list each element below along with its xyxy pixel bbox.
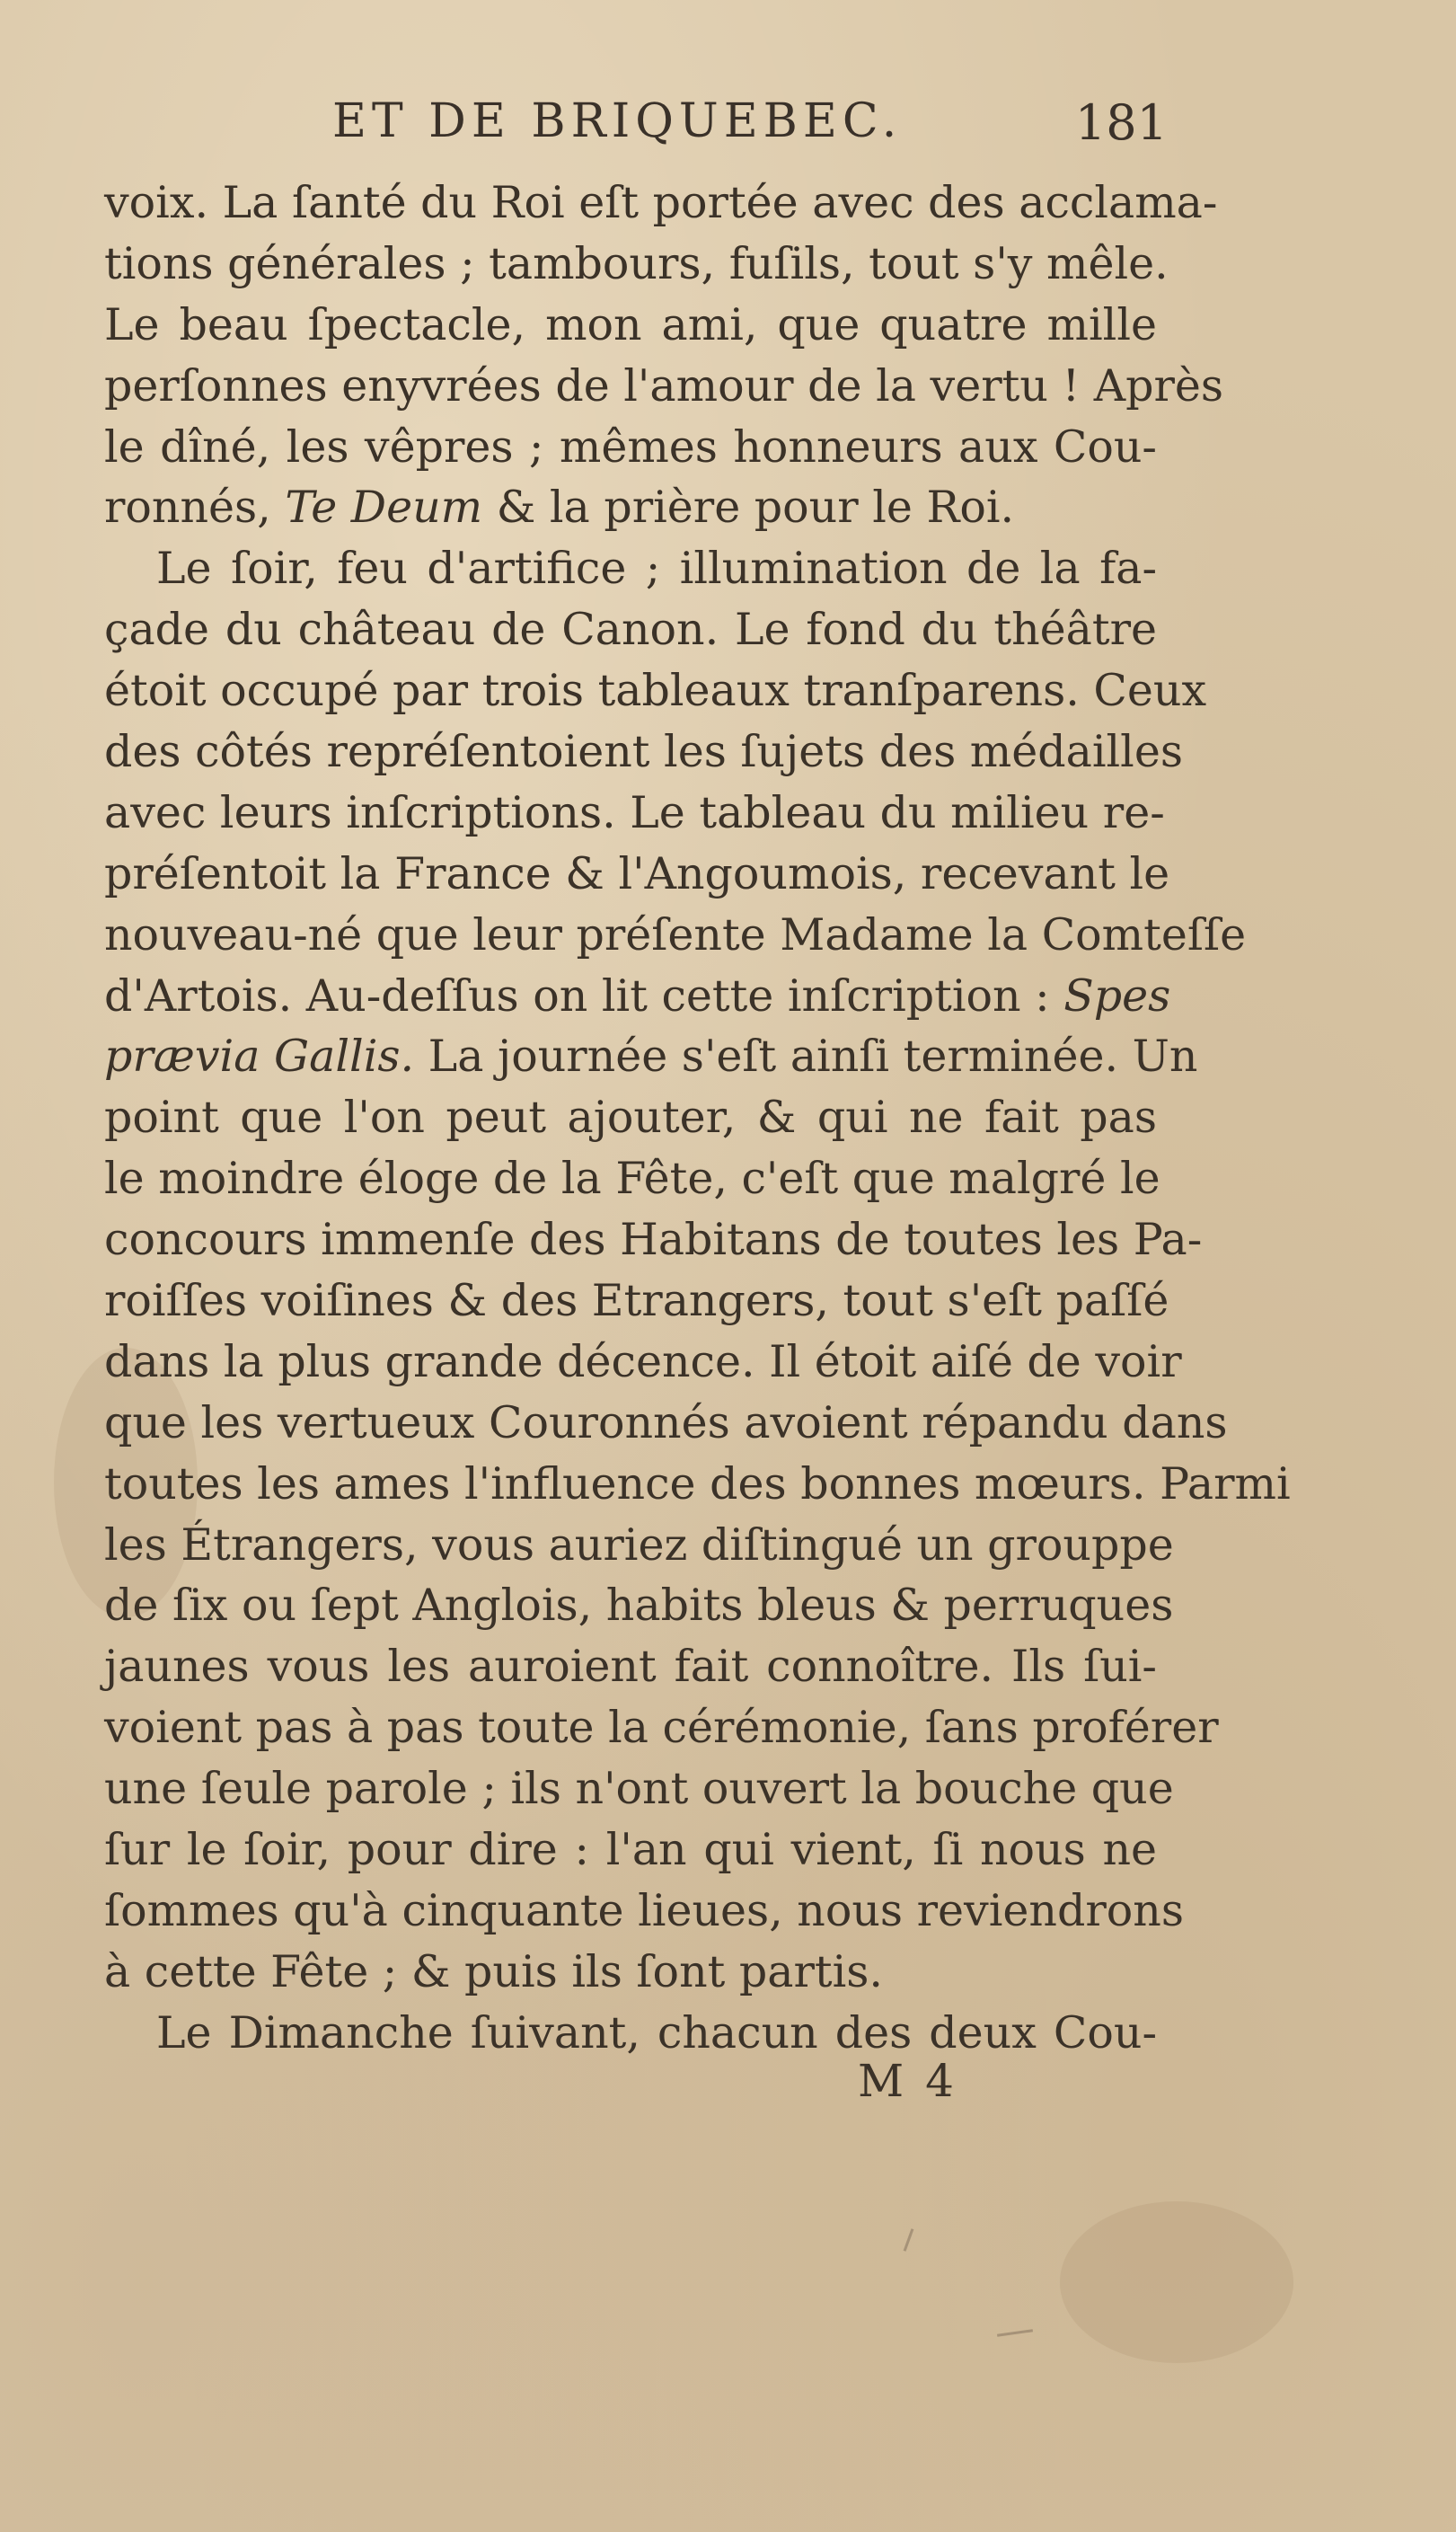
text-line: ſur le ſoir, pour dire : l'an qui vient, ſi nous ne <box>104 1824 1157 1876</box>
text-line: Le ſoir, feu d'artifice ; illumination de la fa- <box>156 543 1157 595</box>
paper-mark <box>904 2228 914 2251</box>
text-line: que les vertueux Couronnés avoient répandu dans <box>104 1396 1228 1448</box>
text-line: étoit occupé par trois tableaux tranſparens. Ceux <box>104 665 1207 717</box>
text-line-end: La journée s'eſt ainſi terminée. Un <box>428 1031 1198 1083</box>
text-line: Le beau ſpectacle, mon ami, que quatre mille <box>104 298 1157 350</box>
body-text <box>104 173 1291 2064</box>
italic-phrase: Te Deum <box>285 482 483 534</box>
text-line: ſommes qu'à cinquante lieues, nous reviendrons <box>104 1884 1184 1936</box>
text-line: le dîné, les vêpres ; mêmes honneurs aux Cou- <box>104 421 1157 473</box>
text-line: çade du château de Canon. Le fond du théâtre <box>104 604 1157 656</box>
text-line-start: d'Artois. Au-deſſus on lit cette inſcription : <box>104 969 1050 1022</box>
text-line: des côtés repréſentoient les ſujets des médailles <box>104 726 1184 778</box>
text-line <box>104 966 1171 1027</box>
text-line: Le Dimanche ſuivant, chacun des deux Cou- <box>156 2006 1157 2058</box>
text-line: perſonnes enyvrées de l'amour de la vertu ! Après <box>104 359 1224 412</box>
text-line-start: ronnés, <box>104 482 271 534</box>
text-line: jaunes vous les auroient fait connoître. Ils ſui- <box>104 1641 1157 1693</box>
text-line: toutes les ames l'influence des bonnes mœurs. Parmi <box>104 1457 1291 1509</box>
text-line: une ſeule parole ; ils n'ont ouvert la bouche que <box>104 1763 1174 1815</box>
text-line: point que l'on peut ajouter, & qui ne fait pas <box>104 1092 1157 1144</box>
text-line: dans la plus grande décence. Il étoit aiſé de voir <box>104 1335 1182 1387</box>
text-line <box>104 477 1157 538</box>
italic-phrase: prævia Gallis. <box>104 1031 415 1083</box>
running-head <box>332 94 1168 166</box>
text-line: voix. La ſanté du Roi eſt portée avec des acclama- <box>104 177 1218 228</box>
paper-mark <box>997 2329 1033 2337</box>
text-line: avec leurs inſcriptions. Le tableau du milieu re- <box>104 786 1165 838</box>
text-line: roiſſes voiſines & des Etrangers, tout s'eſt paſſé <box>104 1275 1169 1327</box>
page-number: 181 <box>1074 94 1168 151</box>
text-line <box>104 1026 1198 1087</box>
text-line: à cette Fête ; & puis ils ſont partis. <box>104 1945 883 1997</box>
running-title: ET DE BRIQUEBEC. <box>332 94 903 148</box>
text-line: préſentoit la France & l'Angoumois, recevant le <box>104 847 1170 899</box>
text-line: concours immenſe des Habitans de toutes les Pa- <box>104 1214 1203 1266</box>
text-line: tions générales ; tambours, fuſils, tout s'y mêle. <box>104 237 1169 289</box>
text-line-end: & la prière pour le Roi. <box>496 482 1015 534</box>
signature-mark: M 4 <box>858 2055 957 2107</box>
italic-phrase: Spes <box>1063 969 1171 1022</box>
text-line: le moindre éloge de la Fête, c'eſt que malgré le <box>104 1153 1160 1205</box>
text-line: les Étrangers, vous auriez diſtingué un grouppe <box>104 1518 1174 1571</box>
text-line: de ſix ou ſept Anglois, habits bleus & perruques <box>104 1580 1174 1632</box>
text-line: nouveau-né que leur préſente Madame la Comteſſe <box>104 908 1247 961</box>
text-line: voient pas à pas toute la cérémonie, ſans proférer <box>104 1702 1219 1754</box>
paper-stain <box>1060 2201 1293 2363</box>
